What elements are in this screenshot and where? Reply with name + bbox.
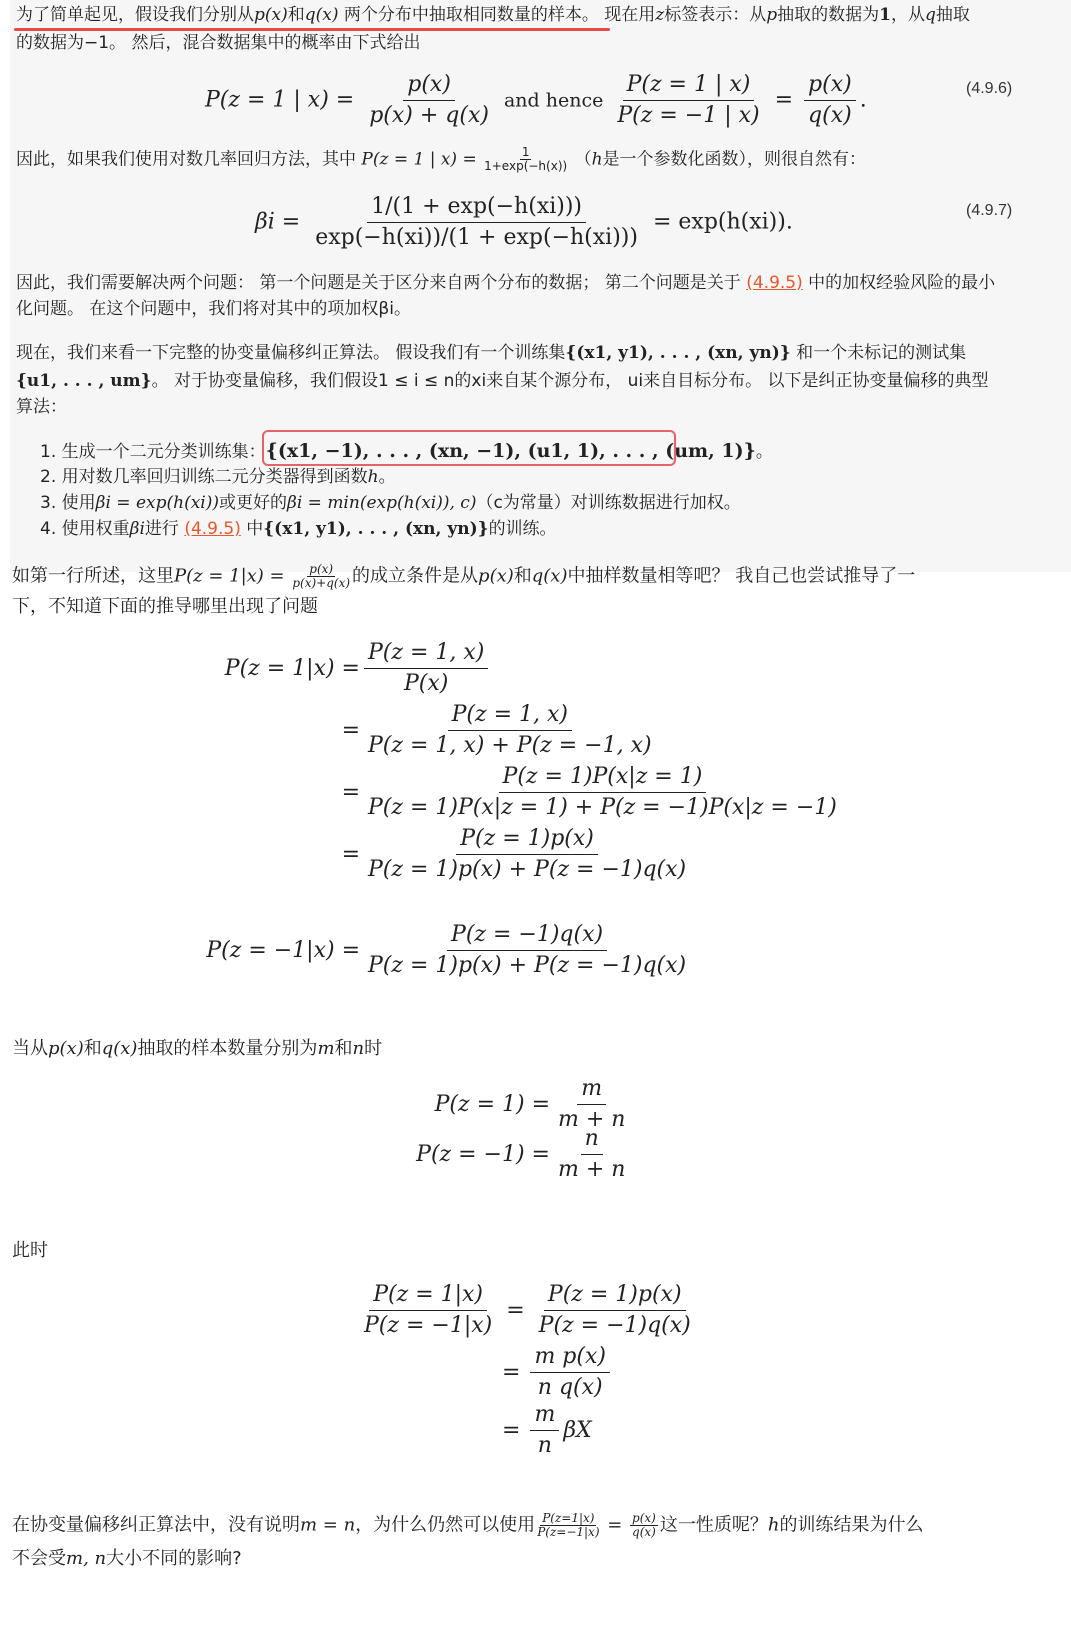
quote-paragraph-4-line-3: 算法： xyxy=(16,397,67,417)
quote-paragraph-4-line-1: 现在，我们来看一下完整的协变量偏移纠正算法。 假设我们有一个训练集{(x1, y1), . . . , (xn, yn)} 和一个未标记的测试集 xyxy=(16,343,967,363)
quote-paragraph-1-line-1: 为了简单起见，假设我们分别从p(x)和q(x) 两个分布中抽取相同数量的样本。 现在用z标签表示：从p抽取的数据为1，从q抽取 xyxy=(16,5,970,25)
equation-number-4-9-7: (4.9.7) xyxy=(966,202,1013,219)
list-item: 3. 使用βi = exp(h(xi))或更好的βi = min(exp(h(xi)), c)（c为常量）对训练数据进行加权。 xyxy=(40,493,741,513)
quote-paragraph-3-line-2: 化问题。 在这个问题中，我们将对其中的项加权βi。 xyxy=(16,299,411,319)
ratio-row: $\frac{P(z = 1|x)}{P(z = -1|x)}$ = $\frac{P(z = 1)p(x)}{P(z = -1)q(x)}$ xyxy=(364,1282,691,1338)
derivation-row: = $\frac{P(z = 1, x)}{P(z = 1, x) + P(z = -1, x)}$ xyxy=(341,702,652,758)
quote-paragraph-3-line-1: 因此，我们需要解决两个问题： 第一个问题是关于区分来自两个分布的数据； 第二个问题是关于 (4.9.5) 中的加权经验风险的最小 xyxy=(16,273,996,293)
negative-class-posterior: P(z = −1|x) = $\frac{P(z = -1)q(x)}{P(z = 1)p(x) + P(z = -1)q(x)}$ xyxy=(206,922,687,978)
derivation-row: = $\frac{P(z = 1)p(x)}{P(z = 1)p(x) + P(z = -1)q(x)}$ xyxy=(341,826,687,882)
derivation-row: = $\frac{P(z = 1)P(x|z = 1)}{P(z = 1)P(x|z = 1) + P(z = -1)P(x|z = -1)}$ xyxy=(341,764,837,820)
ratio-row: = $\frac{\text{m p(x)}}{\text{n q(x)}}$ xyxy=(496,1342,614,1403)
quote-paragraph-2: 因此，如果我们使用对数几率回归方法，其中 P(z = 1 | x) = $\frac{1}{1+\exp(-h(x))}$ （h是一个参数化函数），则很自然有： xyxy=(16,145,867,173)
prior-negative: P(z = −1) = $\frac{n}{m + n}$ xyxy=(416,1126,626,1182)
red-box-highlight xyxy=(262,430,676,466)
derivation-row: P(z = 1|x) = $\frac{P(z = 1, x)}{P(x)}$ xyxy=(190,638,492,699)
then-label: 此时 xyxy=(12,1240,48,1261)
ratio-row: = $\frac{m}{n}$ βX xyxy=(502,1402,592,1458)
quote-paragraph-1-line-2: 的数据为−1。 然后，混合数据集中的概率由下式给出 xyxy=(16,33,421,53)
equation-4-9-6: P(z = 1 | x) = $\frac{p(x)}{p(x) + q(x)}$ and hence $\frac{P(z = 1 | x)}{P(z = -1 | x)}$ = $\frac{p(x)}{q(x)}$ . xyxy=(205,72,867,128)
sample-size-sentence: 当从p(x)和q(x)抽取的样本数量分别为m和n时 xyxy=(12,1038,383,1059)
question-line-1: 如第一行所述，这里P(z = 1|x) = $\frac{p(x)}{p(x)+q(x)}$ 的成立条件是从p(x)和q(x)中抽样数量相等吧？ 我自己也尝试推导了一 xyxy=(12,562,916,590)
list-item: 1. 生成一个二元分类训练集：{(x1, −1), . . . , (xn, −1), (u1, 1), . . . , (um, 1)}。 xyxy=(40,440,773,462)
final-question-line-1: 在协变量偏移纠正算法中，没有说明m = n，为什么仍然可以使用 $\frac{P(z=1|x)}{P(z=-1|x)}$ = $\frac{p(x)}{q(x)}$ 这一性质呢？h的训练结果为什么 xyxy=(12,1511,924,1539)
list-item: 4. 使用权重βi进行 (4.9.5) 中{(x1, y1), . . . , (xn, yn)}的训练。 xyxy=(40,519,557,539)
question-line-2: 下，不知道下面的推导哪里出现了问题 xyxy=(12,596,318,617)
equation-reference-link[interactable]: (4.9.5) xyxy=(746,273,803,293)
equation-reference-link[interactable]: (4.9.5) xyxy=(184,519,241,539)
list-item: 2. 用对数几率回归训练二元分类器得到函数h。 xyxy=(40,467,396,487)
equation-4-9-7: βi = $\frac{1/(1 + \exp(-h(xi)))}{\exp(-h(xi))/(1 + \exp(-h(xi)))}$ = exp(h(xi)). xyxy=(255,194,793,250)
final-question-line-2: 不会受m, n大小不同的影响? xyxy=(12,1548,242,1569)
prior-positive: P(z = 1) = $\frac{m}{m + n}$ xyxy=(434,1076,626,1132)
quote-paragraph-4-line-2: {u1, . . . , um}。 对于协变量偏移，我们假设1 ≤ i ≤ n的xi来自某个源分布， ui来自目标分布。 以下是纠正协变量偏移的典型 xyxy=(16,371,989,391)
equation-number-4-9-6: (4.9.6) xyxy=(966,80,1013,97)
